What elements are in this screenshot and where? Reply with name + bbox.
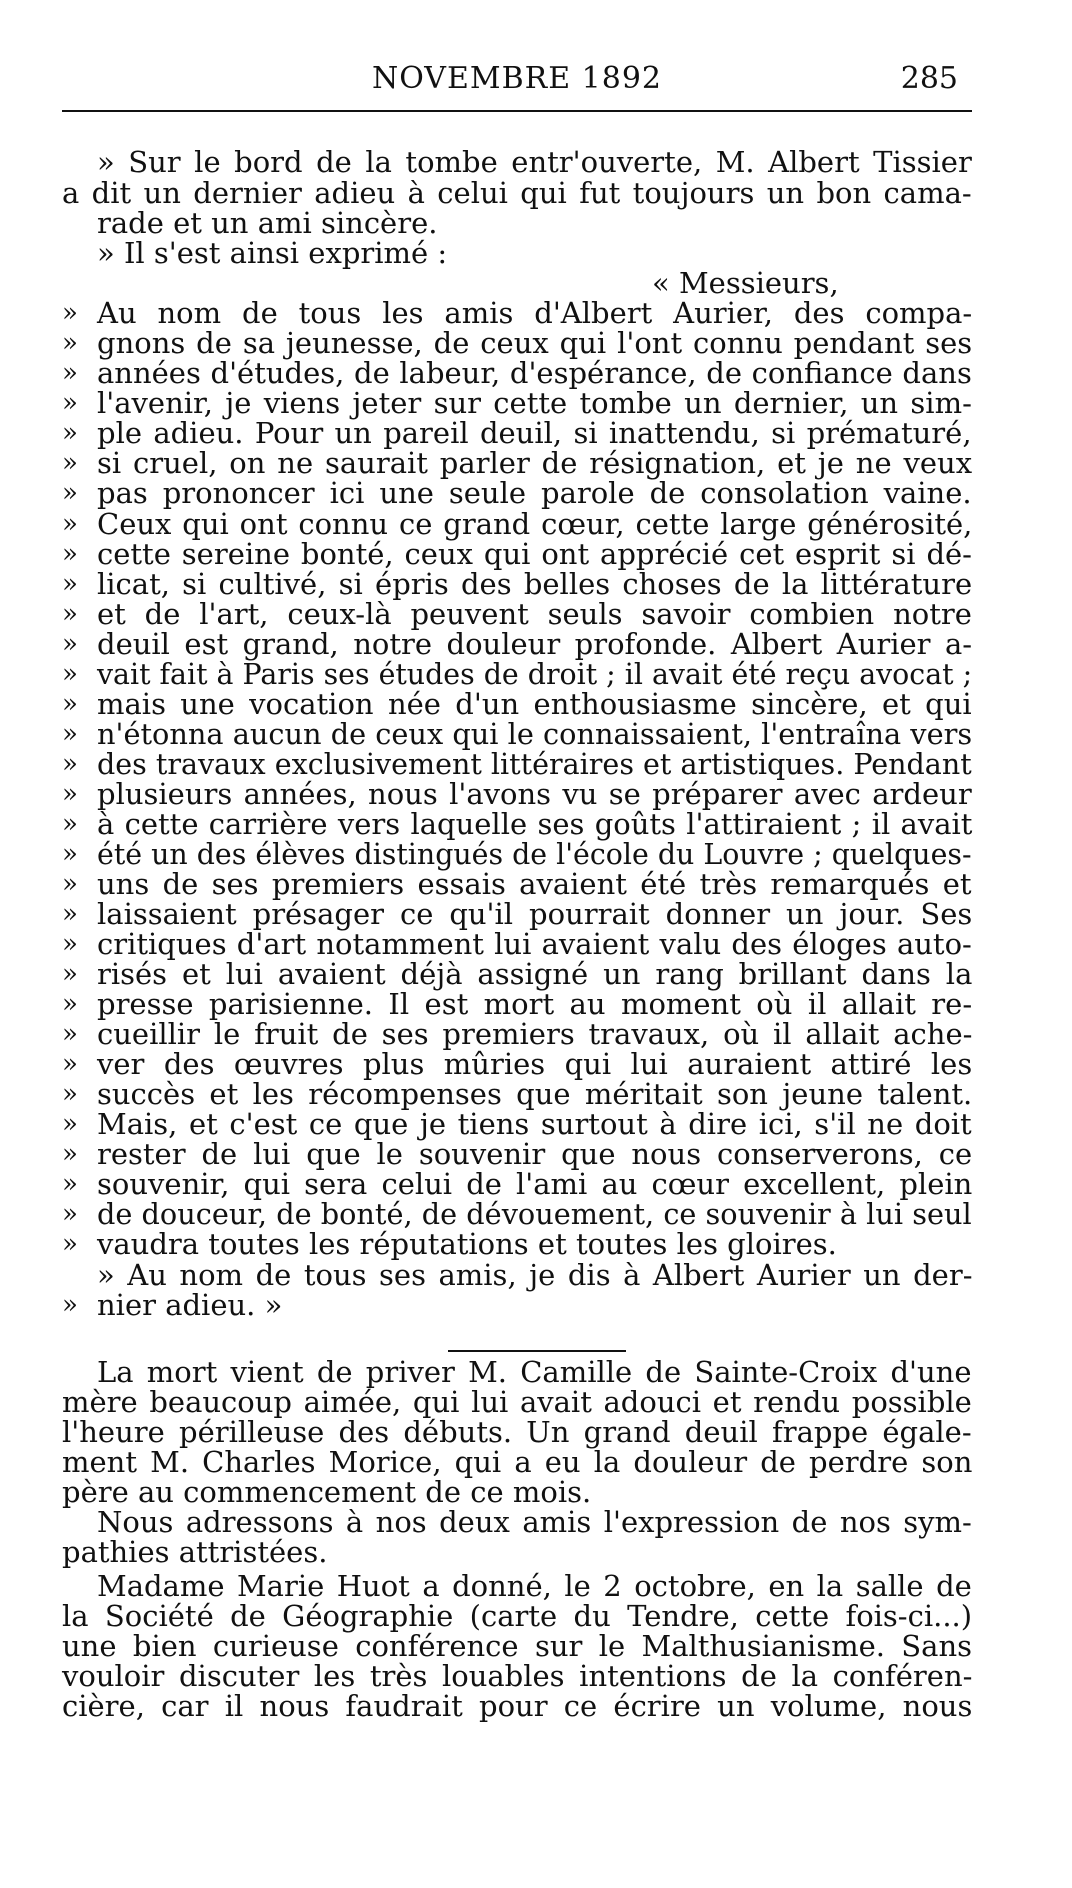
line-text: a dit un dernier adieu à celui qui fut toujours un bon cama- — [62, 176, 972, 210]
line-text: nier adieu. » — [97, 1288, 283, 1322]
quote-mark: » — [62, 539, 78, 569]
line-text: père au commencement de ce mois. — [62, 1475, 592, 1509]
line-text: ple adieu. Pour un pareil deuil, si inattendu, si prématuré, — [97, 416, 972, 450]
line-text: Nous adressons à nos deux amis l'expression de nos sym- — [97, 1505, 972, 1539]
line-text: mère beaucoup aimée, qui lui avait adouci et rendu possible — [62, 1385, 972, 1419]
line-text: licat, si cultivé, si épris des belles choses de la littérature — [97, 567, 973, 601]
line-text: Mais, et c'est ce que je tiens surtout à dire ici, s'il ne doit — [97, 1107, 972, 1141]
line-text: » Il s'est ainsi exprimé : — [97, 236, 448, 270]
quote-mark: » — [62, 1109, 78, 1139]
line-text: rade et un ami sincère. — [97, 206, 438, 240]
quote-mark: » — [62, 719, 78, 749]
quote-mark: » — [62, 779, 78, 809]
quote-mark: » — [62, 1079, 78, 1109]
line-text: vait fait à Paris ses études de droit ; il avait été reçu avocat ; — [97, 657, 973, 691]
quote-mark: » — [62, 749, 78, 779]
line-text: critiques d'art notamment lui avaient valu des éloges auto- — [97, 927, 972, 961]
line-text: laissaient présager ce qu'il pourrait donner un jour. Ses — [97, 897, 973, 931]
line-text: ment M. Charles Morice, qui a eu la douleur de perdre son — [62, 1445, 973, 1479]
quote-mark: » — [62, 1169, 78, 1199]
line-text: deuil est grand, notre douleur profonde. Albert Aurier a- — [97, 627, 973, 661]
quote-mark: » — [62, 448, 78, 478]
line-text: cette sereine bonté, ceux qui ont apprécié cet esprit si dé- — [97, 537, 972, 571]
line-text: de douceur, de bonté, de dévouement, ce souvenir à lui seul — [97, 1197, 972, 1231]
quote-mark: » — [62, 599, 78, 629]
quote-mark: » — [62, 509, 78, 539]
line-text: une bien curieuse conférence sur le Malthusianisme. Sans — [62, 1629, 973, 1663]
line-text: La mort vient de priver M. Camille de Sainte-Croix d'une — [97, 1355, 972, 1389]
line-text: Madame Marie Huot a donné, le 2 octobre, en la salle de — [97, 1569, 972, 1603]
quote-mark: » — [62, 328, 78, 358]
section-separator — [448, 1350, 626, 1352]
line-text: été un des élèves distingués de l'école du Louvre ; quelques- — [97, 837, 972, 871]
quote-mark: » — [62, 358, 78, 388]
running-header — [62, 55, 972, 105]
line-text: rester de lui que le souvenir que nous conserverons, ce — [97, 1137, 973, 1171]
quote-mark: » — [62, 388, 78, 418]
line-text: mais une vocation née d'un enthousiasme sincère, et qui — [97, 687, 972, 721]
quote-mark: » — [62, 659, 78, 689]
quote-mark: » — [62, 839, 78, 869]
quote-mark: » — [62, 929, 78, 959]
quote-mark: » — [62, 569, 78, 599]
quote-mark: » — [62, 1139, 78, 1169]
quote-mark: » — [62, 629, 78, 659]
line-text: pas prononcer ici une seule parole de consolation vaine. — [97, 476, 972, 510]
quote-mark: » — [62, 989, 78, 1019]
line-text: » Sur le bord de la tombe entr'ouverte, M. Albert Tissier — [97, 145, 972, 179]
line-text: succès et les récompenses que méritait son jeune talent. — [97, 1077, 973, 1111]
quote-mark: » — [62, 959, 78, 989]
line-text: la Société de Géographie (carte du Tendre, cette fois-ci...) — [62, 1599, 973, 1633]
header-rule — [62, 110, 972, 112]
quote-mark: » — [62, 418, 78, 448]
line-text: n'étonna aucun de ceux qui le connaissaient, l'entraîna vers — [97, 717, 973, 751]
page-number: 285 — [900, 61, 958, 96]
line-text: vaudra toutes les réputations et toutes les gloires. — [97, 1227, 837, 1261]
quote-mark: » — [62, 1199, 78, 1229]
line-text: cueillir le fruit de ses premiers travaux, où il allait ache- — [97, 1017, 973, 1051]
line-text: » Au nom de tous ses amis, je dis à Albert Aurier un der- — [97, 1258, 973, 1292]
line-text: à cette carrière vers laquelle ses goûts l'attiraient ; il avait — [97, 807, 973, 841]
line-text: si cruel, on ne saurait parler de résignation, et je ne veux — [97, 446, 973, 480]
line-text: presse parisienne. Il est mort au moment où il allait re- — [97, 987, 973, 1021]
line-text: l'avenir, je viens jeter sur cette tombe un dernier, un sim- — [97, 386, 972, 420]
quote-mark: » — [62, 1229, 78, 1259]
quote-mark: » — [62, 1019, 78, 1049]
line-text: années d'études, de labeur, d'espérance, de confiance dans — [97, 356, 972, 390]
quote-mark: » — [62, 899, 78, 929]
quote-mark: » — [62, 1049, 78, 1079]
quote-mark: » — [62, 869, 78, 899]
line-text: et de l'art, ceux-là peuvent seuls savoir combien notre — [97, 597, 972, 631]
line-text: Ceux qui ont connu ce grand cœur, cette large générosité, — [97, 507, 973, 541]
line-text: souvenir, qui sera celui de l'ami au cœur excellent, plein — [97, 1167, 973, 1201]
line-text: vouloir discuter les très louables intentions de la conféren- — [62, 1659, 973, 1693]
line-text: l'heure périlleuse des débuts. Un grand deuil frappe égale- — [62, 1415, 972, 1449]
line-text: des travaux exclusivement littéraires et artistiques. Pendant — [97, 747, 972, 781]
line-text: cière, car il nous faudrait pour ce écrire un volume, nous — [62, 1689, 973, 1723]
header-title: NOVEMBRE 1892 — [371, 61, 663, 96]
quote-mark: » — [62, 809, 78, 839]
line-text: gnons de sa jeunesse, de ceux qui l'ont connu pendant ses — [97, 326, 973, 360]
line-text: plusieurs années, nous l'avons vu se préparer avec ardeur — [97, 777, 972, 811]
quote-mark: » — [62, 478, 78, 508]
line-text: uns de ses premiers essais avaient été très remarqués et — [97, 867, 972, 901]
quote-mark: » — [62, 298, 78, 328]
line-text: « Messieurs, — [652, 266, 839, 300]
quote-mark: » — [62, 1290, 78, 1320]
line-text: ver des œuvres plus mûries qui lui auraient attiré les — [97, 1047, 973, 1081]
line-text: Au nom de tous les amis d'Albert Aurier, des compa- — [97, 296, 973, 330]
line-text: pathies attristées. — [62, 1535, 328, 1569]
quote-mark: » — [62, 689, 78, 719]
line-text: risés et lui avaient déjà assigné un rang brillant dans la — [97, 957, 973, 991]
